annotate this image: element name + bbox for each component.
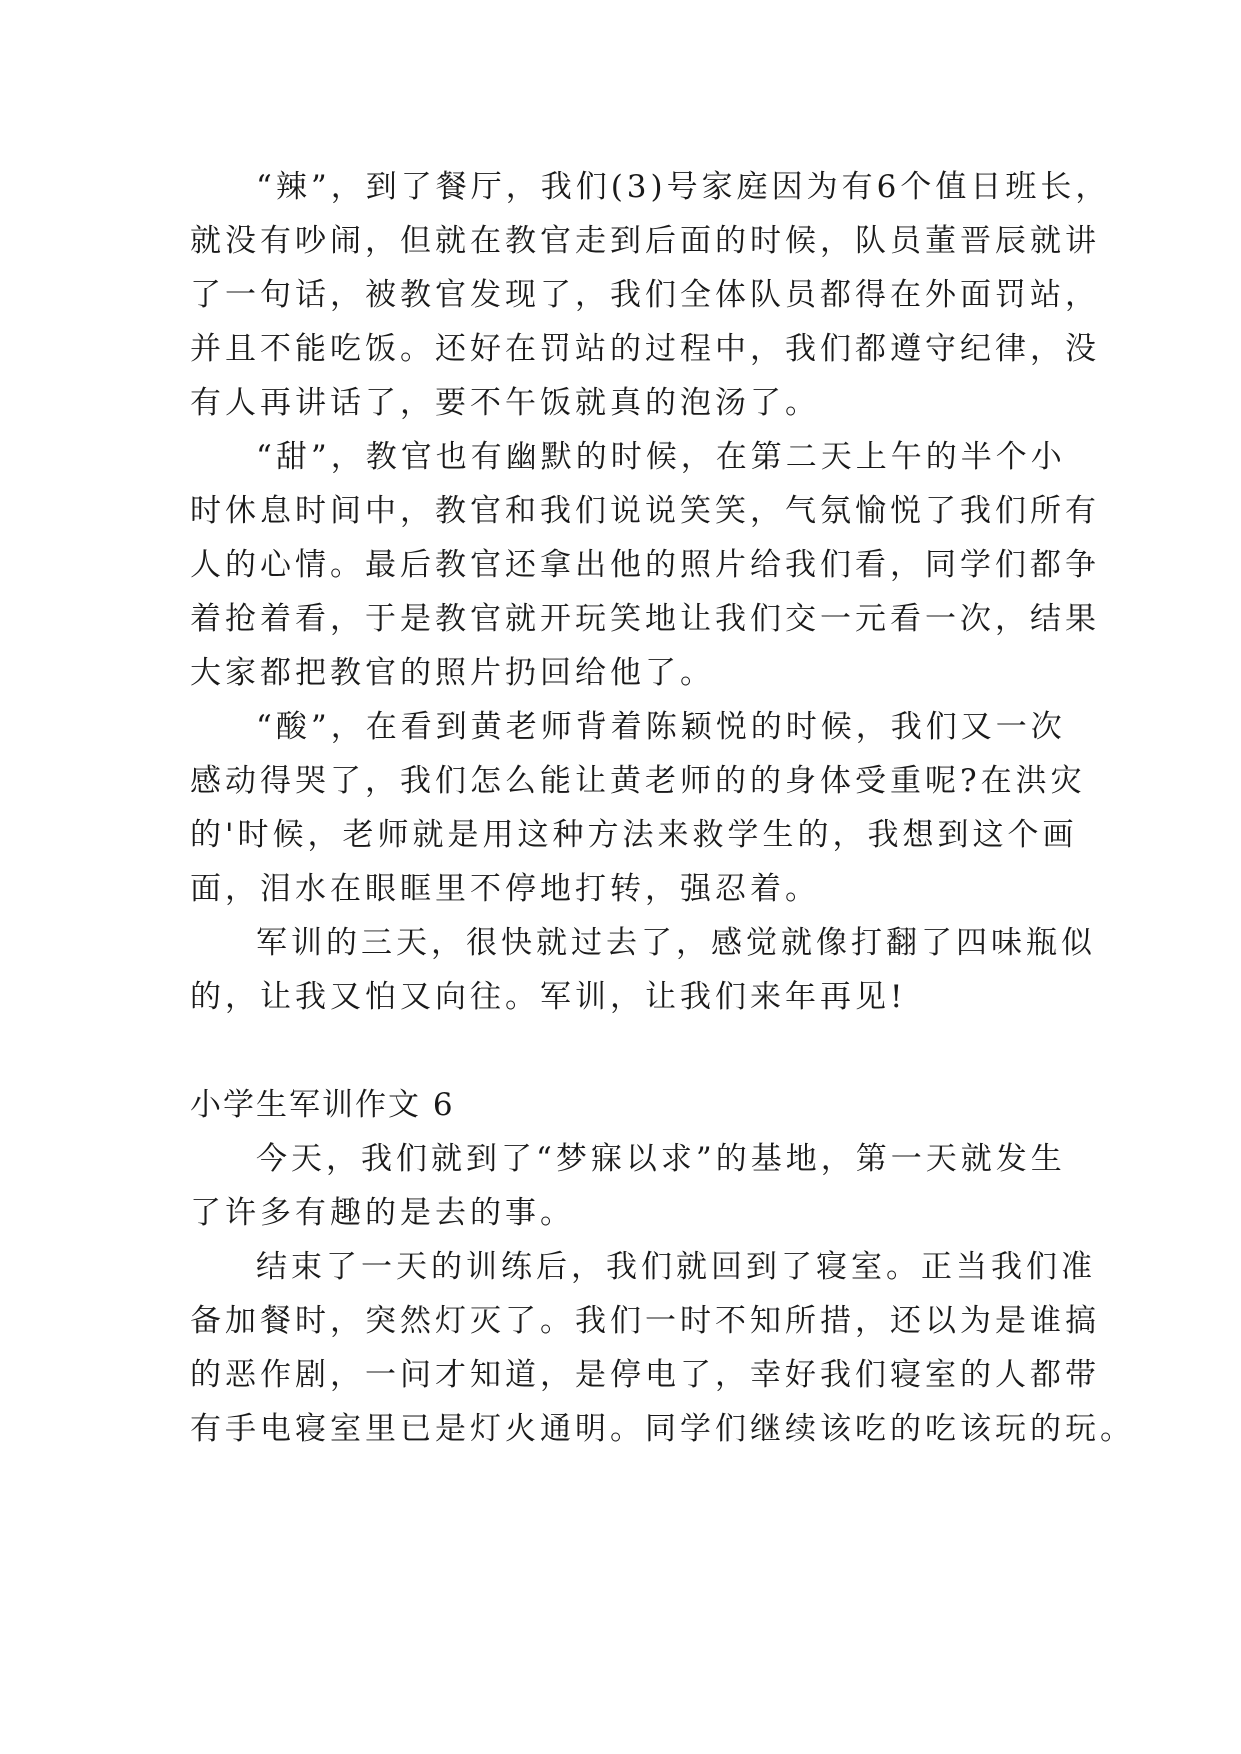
text-line: 军训的三天，很快就过去了，感觉就像打翻了四味瓶似: [256, 925, 1096, 961]
text-line: 备加餐时，突然灯灭了。我们一时不知所措，还以为是谁搞: [190, 1303, 1100, 1339]
paragraph-sweet: [190, 430, 1100, 700]
text-line: 大家都把教官的照片扔回给他了。: [190, 655, 715, 691]
text-line: 的，让我又怕又向往。军训，让我们来年再见!: [190, 979, 907, 1015]
essay-title: 小学生军训作文 6: [190, 1087, 455, 1123]
text-line: “辣”，到了餐厅，我们(3)号家庭因为有6个值日班长，: [256, 169, 1111, 205]
text-line: 面，泪水在眼眶里不停地打转，强忍着。: [190, 871, 820, 907]
text-line: 人的心情。最后教官还拿出他的照片给我们看，同学们都争: [190, 547, 1100, 583]
essay-body-1: [190, 160, 1111, 1024]
text-line: 了许多有趣的是去的事。: [190, 1195, 575, 1231]
paragraph-spicy: [190, 160, 1111, 430]
essay-body-2: [190, 1078, 1135, 1456]
text-line: 着抢着看，于是教官就开玩笑地让我们交一元看一次，结果: [190, 601, 1100, 637]
text-line: “酸”，在看到黄老师背着陈颖悦的时候，我们又一次: [256, 709, 1066, 745]
paragraph-sour: [190, 700, 1086, 916]
text-line: 感动得哭了，我们怎么能让黄老师的的身体受重呢?在洪灾: [190, 763, 1086, 799]
text-line: 就没有吵闹，但就在教官走到后面的时候，队员董晋辰就讲: [190, 223, 1100, 259]
text-line: 并且不能吃饭。还好在罚站的过程中，我们都遵守纪律，没: [190, 331, 1100, 367]
text-line: “甜”，教官也有幽默的时候，在第二天上午的半个小: [256, 439, 1066, 475]
text-line: 的恶作剧，一问才知道，是停电了，幸好我们寝室的人都带: [190, 1357, 1100, 1393]
text-line: 时休息时间中，教官和我们说说笑笑，气氛愉悦了我们所有: [190, 493, 1100, 529]
paragraph-blackout: [190, 1240, 1135, 1456]
text-line: 结束了一天的训练后，我们就回到了寝室。正当我们准: [256, 1249, 1096, 1285]
paragraph-arrival: [190, 1132, 1066, 1240]
paragraph-conclusion: [190, 916, 1096, 1024]
document-page: [190, 160, 1135, 1456]
text-line: 今天，我们就到了“梦寐以求”的基地，第一天就发生: [256, 1141, 1066, 1177]
text-line: 了一句话，被教官发现了，我们全体队员都得在外面罚站，: [190, 277, 1100, 313]
text-line: 的'时候，老师就是用这种方法来救学生的，我想到这个画: [190, 817, 1078, 853]
text-line: 有人再讲话了，要不午饭就真的泡汤了。: [190, 385, 820, 421]
text-line: 有手电寝室里已是灯火通明。同学们继续该吃的吃该玩的玩。: [190, 1411, 1135, 1447]
